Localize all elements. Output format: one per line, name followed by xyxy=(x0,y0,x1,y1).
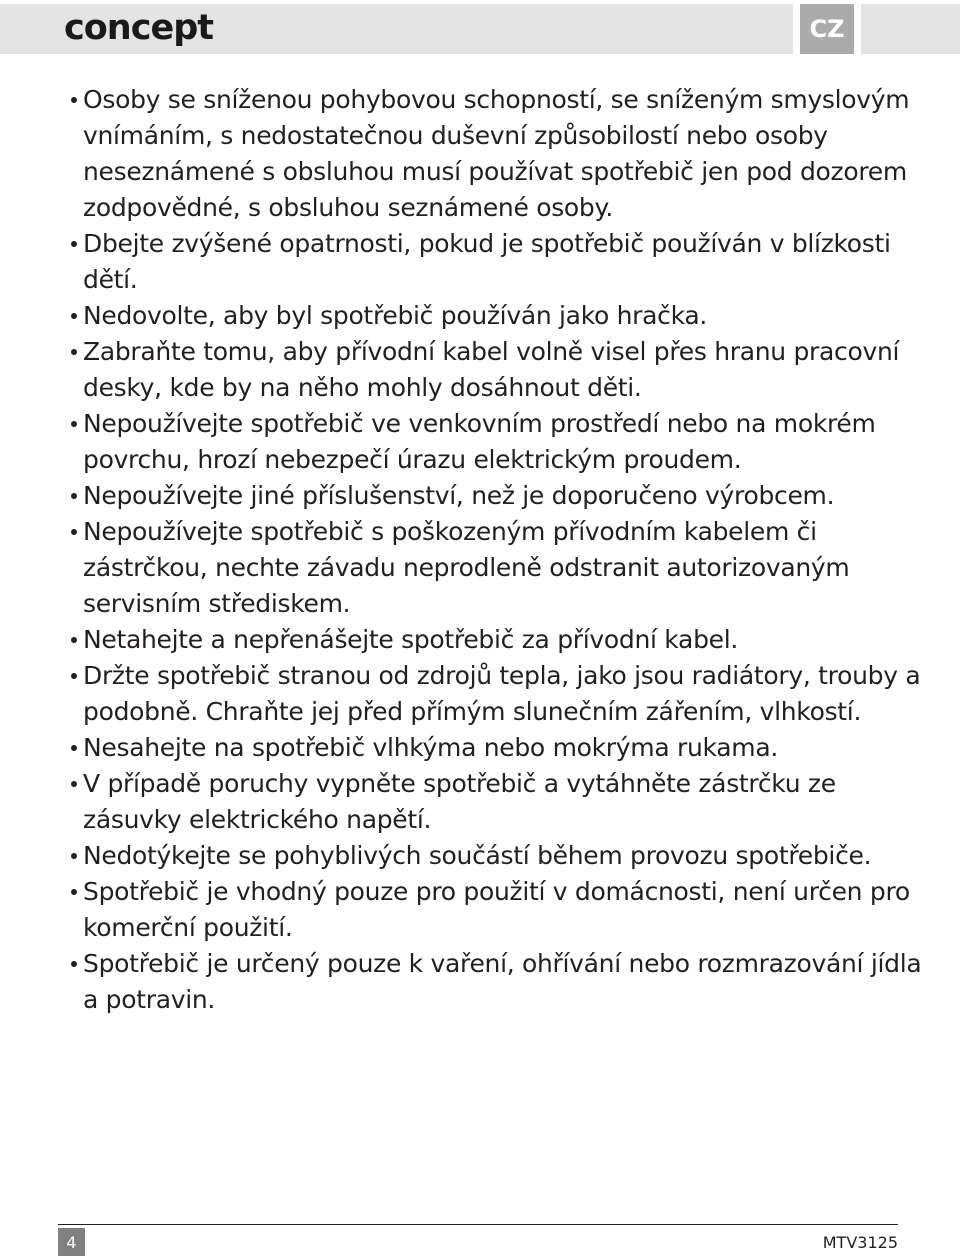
list-item-text: Nepoužívejte jiné příslušenství, než je doporučeno výrobcem. xyxy=(83,481,835,510)
bullet-icon xyxy=(71,421,77,427)
list-item xyxy=(68,658,928,730)
list-item xyxy=(68,514,928,622)
list-item xyxy=(68,478,928,514)
list-item xyxy=(68,946,928,1018)
safety-instructions-list xyxy=(68,82,928,1018)
list-item xyxy=(68,334,928,406)
list-item-text: Netahejte a nepřenášejte spotřebič za přívodní kabel. xyxy=(83,625,739,654)
bullet-icon xyxy=(71,637,77,643)
brand-logo: concept xyxy=(64,8,213,48)
list-item-text: Nesahejte na spotřebič vlhkýma nebo mokrýma rukama. xyxy=(83,733,778,762)
list-item-text: Spotřebič je určený pouze k vaření, ohřívání nebo rozmrazování jídla a potravin. xyxy=(83,949,922,1014)
bullet-icon xyxy=(71,241,77,247)
list-item-text: Nepoužívejte spotřebič s poškozeným přívodním kabelem či zástrčkou, nechte závadu neprodleně odstranit autorizovaným servisním střediskem. xyxy=(83,517,850,618)
bullet-icon xyxy=(71,97,77,103)
list-item-text: V případě poruchy vypněte spotřebič a vytáhněte zástrčku ze zásuvky elektrického napětí. xyxy=(83,769,836,834)
bullet-icon xyxy=(71,781,77,787)
bullet-icon xyxy=(71,313,77,319)
model-code: MTV3125 xyxy=(822,1233,898,1252)
bullet-icon xyxy=(71,349,77,355)
list-item-text: Nedotýkejte se pohyblivých součástí během provozu spotřebiče. xyxy=(83,841,872,870)
bullet-icon xyxy=(71,853,77,859)
list-item xyxy=(68,406,928,478)
bullet-icon xyxy=(71,961,77,967)
list-item xyxy=(68,226,928,298)
list-item-text: Nedovolte, aby byl spotřebič používán jako hračka. xyxy=(83,301,708,330)
bullet-icon xyxy=(71,889,77,895)
list-item xyxy=(68,82,928,226)
list-item-text: Nepoužívejte spotřebič ve venkovním prostředí nebo na mokrém povrchu, hrozí nebezpečí úrazu elektrickým proudem. xyxy=(83,409,876,474)
list-item-text: Držte spotřebič stranou od zdrojů tepla, jako jsou radiátory, trouby a podobně. Chraňte jej před přímým slunečním zářením, vlhkostí. xyxy=(83,661,921,726)
bullet-icon xyxy=(71,673,77,679)
list-item xyxy=(68,298,928,334)
bullet-icon xyxy=(71,529,77,535)
list-item-text: Spotřebič je vhodný pouze pro použití v domácnosti, není určen pro komerční použití. xyxy=(83,877,910,942)
list-item xyxy=(68,622,928,658)
language-badge: CZ xyxy=(800,4,854,54)
list-item xyxy=(68,730,928,766)
list-item xyxy=(68,766,928,838)
header-bar-right xyxy=(861,4,960,54)
footer-divider xyxy=(58,1224,898,1225)
bullet-icon xyxy=(71,493,77,499)
bullet-icon xyxy=(71,745,77,751)
page-number: 4 xyxy=(58,1228,85,1256)
list-item xyxy=(68,838,928,874)
list-item-text: Dbejte zvýšené opatrnosti, pokud je spotřebič používán v blízkosti dětí. xyxy=(83,229,891,294)
list-item-text: Zabraňte tomu, aby přívodní kabel volně visel přes hranu pracovní desky, kde by na něho mohly dosáhnout děti. xyxy=(83,337,900,402)
list-item-text: Osoby se sníženou pohybovou schopností, se sníženým smyslovým vnímáním, s nedostatečnou duševní způsobilostí nebo osoby neseznámené s obsluhou musí používat spotřebič jen pod dozorem zodpovědné, s obsluhou seznámené osoby. xyxy=(83,85,910,222)
list-item xyxy=(68,874,928,946)
